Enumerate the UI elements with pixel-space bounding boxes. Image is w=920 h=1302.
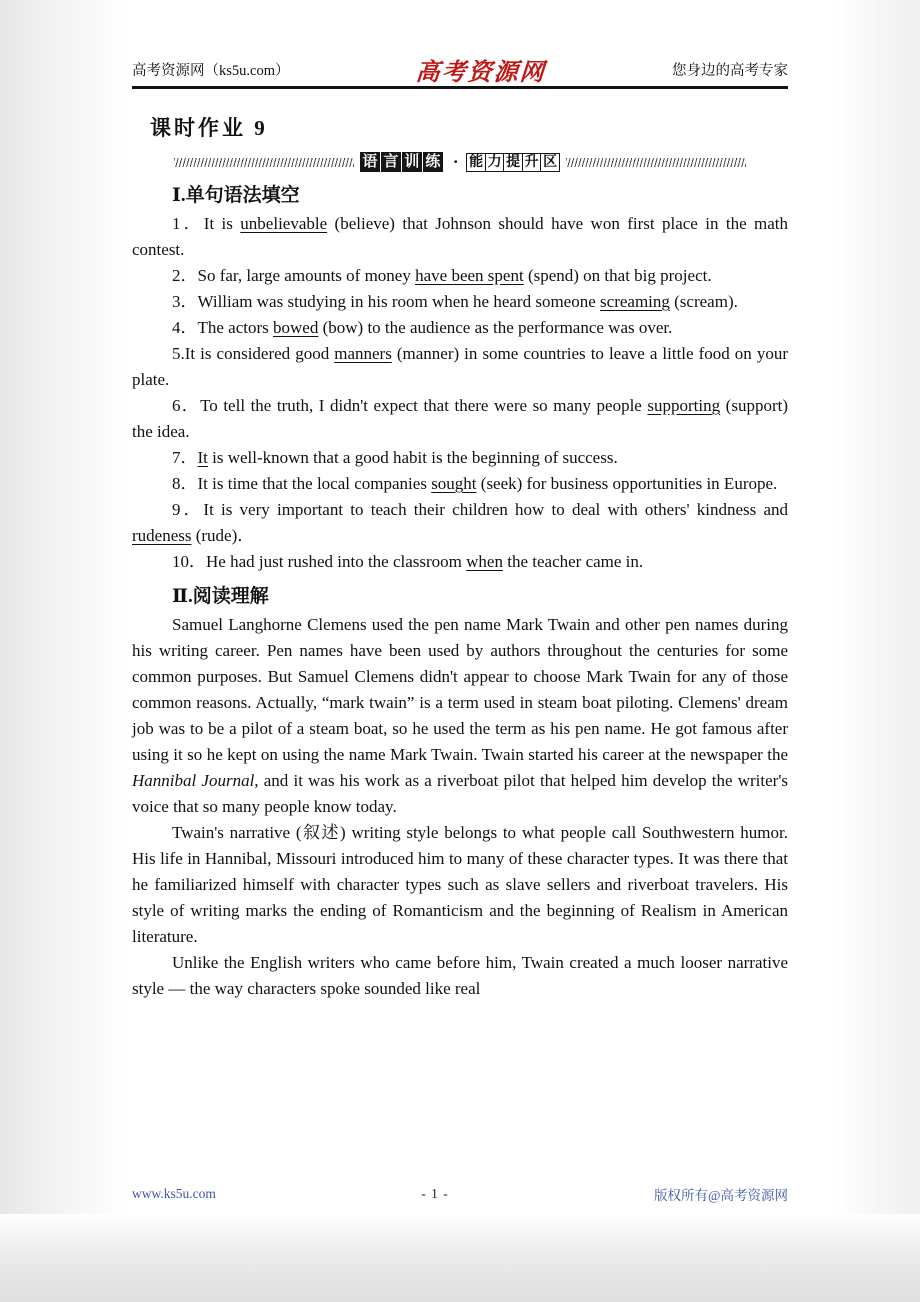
- banner-boxed-char: 力: [485, 153, 505, 172]
- answer-underlined: screaming: [600, 292, 670, 311]
- text-run: 5.It is considered good: [172, 344, 335, 363]
- footer-site-link[interactable]: www.ks5u.com: [132, 1186, 216, 1201]
- header-slogan: 您身边的高考专家: [671, 63, 788, 79]
- passage-paragraph: [132, 950, 788, 1002]
- text-run: (believe) that Johnson should have won first place in the math contest.: [132, 214, 789, 259]
- site-logo: 高考资源网: [414, 60, 547, 86]
- document-content: [132, 106, 788, 1002]
- banner-dark-char: 训: [402, 152, 422, 172]
- section1-heading: Ⅰ.单句语法填空: [172, 185, 300, 206]
- exercise-item: [132, 445, 788, 471]
- text-run: (bow) to the audience as the performance was over.: [318, 318, 673, 337]
- answer-underlined: unbelievable: [240, 214, 328, 233]
- exercise-item: [132, 315, 788, 341]
- answer-underlined: have been spent: [415, 266, 524, 285]
- banner-separator: ·: [452, 152, 459, 171]
- reading-passage: [132, 612, 788, 1002]
- text-run: (seek) for business opportunities in Europe.: [476, 474, 778, 493]
- italic-text: Hannibal Journal,: [132, 771, 259, 790]
- text-run: 9．It is very important to teach their children how to deal with others' kindness and: [172, 500, 788, 519]
- text-run: (support) the idea.: [132, 396, 789, 441]
- exercise-item: [132, 549, 788, 575]
- banner-hatch-left: [174, 158, 354, 167]
- text-run: (scream).: [669, 292, 738, 311]
- answer-underlined: supporting: [647, 396, 721, 415]
- exercise-item: [132, 497, 788, 549]
- text-run: 10．He had just rushed into the classroom: [172, 552, 467, 571]
- exercise-item: [132, 341, 788, 393]
- page-edge-shadow-right: [810, 0, 920, 1302]
- text-run: 2．So far, large amounts of money: [172, 266, 416, 285]
- section2-heading: Ⅱ.阅读理解: [172, 586, 269, 607]
- text-run: (manner) in some countries to leave a little food on your plate.: [132, 344, 788, 389]
- banner-dark-char: 练: [423, 152, 443, 172]
- page-header: [132, 52, 788, 87]
- banner-dark-char: 语: [360, 152, 380, 172]
- answer-underlined: when: [466, 552, 503, 571]
- page-edge-shadow-bottom: [0, 1214, 920, 1302]
- footer-copyright: 版权所有@高考资源网: [654, 1188, 788, 1203]
- text-run: Twain's narrative (叙述) writing style belongs to what people call Southwestern humor. His life in Hannibal, Missouri introduced him to many of these character types. It was there that he familiarized himself with character types such as slave sellers and riverboat travelers. His style of writing marks the ending of Romanticism and the beginning of Realism in American literature.: [132, 823, 788, 946]
- page-edge-shadow-left: [0, 0, 128, 1302]
- text-run: is well-known that a good habit is the beginning of success.: [207, 448, 618, 467]
- text-run: 3．William was studying in his room when he heard someone: [172, 292, 601, 311]
- banner-boxed-label: [468, 153, 561, 172]
- answer-underlined: It: [197, 448, 208, 467]
- banner-dark-label: [360, 152, 444, 172]
- answer-underlined: bowed: [273, 318, 319, 337]
- banner-boxed-char: 提: [503, 153, 523, 172]
- exercise-item: [132, 471, 788, 497]
- exercise-item: [132, 263, 788, 289]
- text-run: (spend) on that big project.: [523, 266, 712, 285]
- text-run: and it was his work as a riverboat pilot that helped him develop the writer's voice that so many people know today.: [132, 771, 789, 816]
- banner-dark-char: 言: [381, 152, 401, 172]
- exercise-item: [132, 393, 788, 445]
- answer-underlined: sought: [431, 474, 477, 493]
- answer-underlined: rudeness: [132, 526, 192, 545]
- text-run: 1．It is: [172, 214, 241, 233]
- text-run: (rude)．: [191, 526, 255, 545]
- text-run: 6．To tell the truth, I didn't expect that there were so many people: [172, 396, 648, 415]
- passage-paragraph: [132, 612, 788, 820]
- banner-boxed-char: 升: [522, 153, 542, 172]
- section-banner: [174, 152, 746, 172]
- doc-title: 课时作业 9: [150, 116, 268, 140]
- passage-paragraph: [132, 820, 788, 950]
- exercise-item: [132, 211, 788, 263]
- page-number: - 1 -: [421, 1186, 449, 1201]
- banner-hatch-right: [566, 158, 746, 167]
- text-run: 8．It is time that the local companies: [172, 474, 432, 493]
- text-run: 7．: [172, 448, 198, 467]
- page-footer: [132, 1184, 788, 1204]
- exercise-item: [132, 289, 788, 315]
- header-rule: [132, 86, 788, 89]
- text-run: 4．The actors: [172, 318, 274, 337]
- text-run: Samuel Langhorne Clemens used the pen name Mark Twain and other pen names during his writing career. Pen names have been used by authors throughout the centuries for some common purposes. But Samuel Clemens didn't appear to choose Mark Twain for any of those common reasons. Actually, “mark twain” is a term used in steam boat piloting. Clemens' dream job was to be a pilot of a steam boat, so he used the term as his pen name. He got famous after using it so he kept on using the name Mark Twain. Twain started his career at the newspaper the: [132, 615, 788, 764]
- answer-underlined: manners: [334, 344, 392, 363]
- text-run: Unlike the English writers who came before him, Twain created a much looser narrative style — the way characters spoke sounded like real: [132, 953, 788, 998]
- banner-boxed-char: 区: [540, 153, 560, 172]
- header-site-name: 高考资源网（ks5u.com）: [132, 63, 290, 79]
- exercise-list: [132, 211, 788, 575]
- text-run: the teacher came in.: [502, 552, 644, 571]
- banner-boxed-char: 能: [466, 153, 486, 172]
